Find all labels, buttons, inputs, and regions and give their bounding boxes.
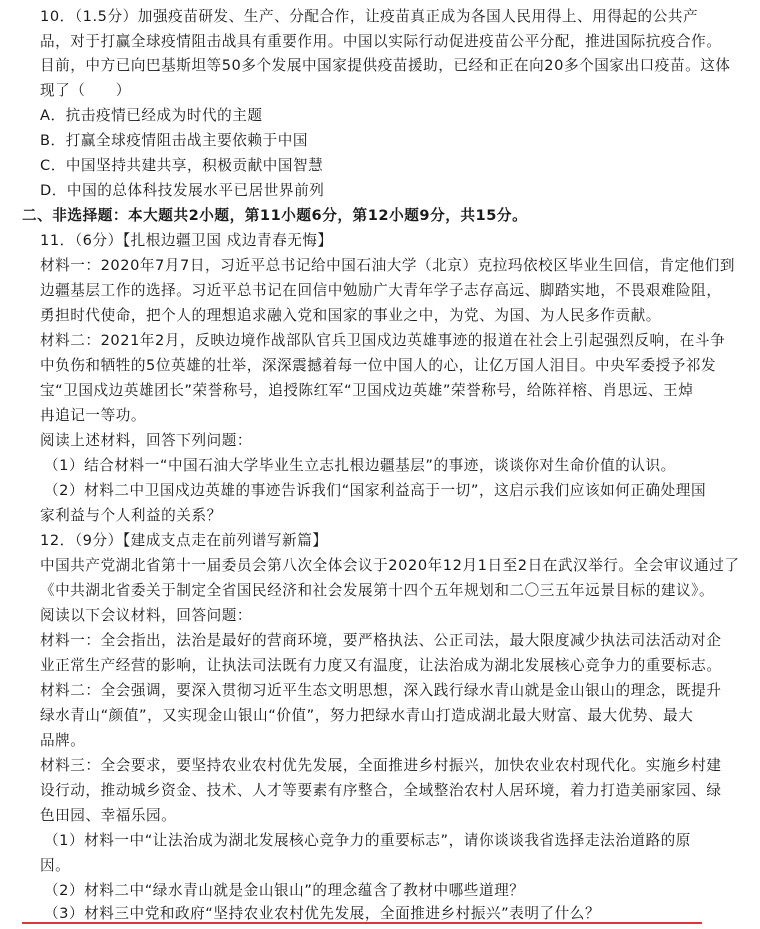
q12-material1-line-2: 业正常生产经营的影响，让执法司法既有力度又有温度，让法治成为湖北发展核心竞争力的重要标志。 — [40, 657, 722, 674]
q12-intro-line-1: 中国共产党湖北省第十一届委员会第八次全体会议于2020年12月1日至2日在武汉举行。全会审议通过了 — [40, 557, 740, 574]
q10-option-b: B．打赢全球疫情阻击战主要依赖于中国 — [40, 132, 309, 149]
q11-material2-line-2: 中负伤和牺牲的5位英雄的壮举，深深震撼着每一位中国人的心，让亿万国人泪目。中央军委授予祁发 — [40, 357, 717, 374]
q11-sub2-line-1: （2）材料二中卫国戍边英雄的事迹告诉我们“国家利益高于一切”，这启示我们应该如何正确处理国 — [44, 482, 707, 499]
q12-sub3: （3）材料三中党和政府“坚持农业农村优先发展，全面推进乡村振兴”表明了什么？ — [44, 905, 601, 922]
q11-sub1: （1）结合材料一“中国石油大学毕业生立志扎根边疆基层”的事迹，谈谈你对生命价值的认识。 — [44, 457, 676, 474]
q10-stem-line-2: 品，对于打赢全球疫情阻击战具有重要作用。中国以实际行动促进疫苗公平分配，推进国际抗疫合作。 — [40, 33, 722, 50]
q12-material2-line-1: 材料二：全会强调，要深入贯彻习近平生态文明思想，深入践行绿水青山就是金山银山的理念，既提升 — [40, 682, 722, 699]
q11-material1-line-2: 边疆基层工作的选择。习近平总书记在回信中勉励广大青年学子志存高远、脚踏实地，不畏艰难险阻， — [40, 282, 722, 299]
q11-material2-line-1: 材料二：2021年2月，反映边境作战部队官兵卫国戍边英雄事迹的报道在社会上引起强烈反响，在斗争 — [40, 332, 726, 349]
q10-stem-line-4: 现了（ ） — [40, 82, 131, 99]
q12-title: 12．（9分）【建成支点走在前列谱写新篇】 — [40, 532, 328, 549]
q12-material3-line-3: 色田园、幸福乐园。 — [40, 807, 177, 824]
q10-option-c: C．中国坚持共建共享，积极贡献中国智慧 — [40, 157, 324, 174]
q11-instruction: 阅读上述材料，回答下列问题： — [40, 432, 253, 449]
q11-material2-line-3: 宝“卫国戍边英雄团长”荣誉称号，追授陈红军“卫国戍边英雄”荣誉称号，给陈祥榕、肖思远、王焯 — [40, 382, 694, 399]
q11-sub2-line-2: 家利益与个人利益的关系？ — [40, 507, 222, 524]
q12-material1-line-1: 材料一：全会指出，法治是最好的营商环境，要严格执法、公正司法，最大限度减少执法司法活动对企 — [40, 632, 722, 649]
q10-stem-line-3: 目前，中方已向巴基斯坦等50多个发展中国家提供疫苗援助，已经和正在向20多个国家出口疫苗。这体 — [40, 57, 731, 74]
q12-material2-line-3: 品牌。 — [40, 732, 86, 749]
q12-sub2: （2）材料二中“绿水青山就是金山银山”的理念蕴含了教材中哪些道理？ — [44, 882, 525, 899]
q12-material3-line-2: 设行动，推动城乡资金、技术、人才等要素有序整合，全域整治农村人居环境，着力打造美丽家园、绿 — [40, 782, 722, 799]
q11-title: 11．（6分）【扎根边疆卫国 戍边青春无悔】 — [40, 232, 333, 249]
q12-material3-line-1: 材料三：全会要求，要坚持农业农村优先发展，全面推进乡村振兴，加快农业农村现代化。实施乡村建 — [40, 757, 722, 774]
q12-intro-line-2: 《中共湖北省委关于制定全省国民经济和社会发展第十四个五年规划和二〇三五年远景目标的建议》。 — [40, 582, 715, 599]
q10-stem-line-1: 10．（1.5分）加强疫苗研发、生产、分配合作，让疫苗真正成为各国人民用得上、用得起的公共产 — [40, 8, 699, 25]
q10-option-a: A．抗击疫情已经成为时代的主题 — [40, 107, 263, 124]
red-divider-line — [22, 922, 702, 924]
section-heading: 二、非选择题：本大题共2小题，第11小题6分，第12小题9分，共15分。 — [22, 207, 528, 224]
q11-material1-line-3: 勇担时代使命，把个人的理想追求融入党和国家的事业之中，为党、为国、为人民多作贡献。 — [40, 307, 661, 324]
q12-material2-line-2: 绿水青山“颜值”，又实现金山银山“价值”，努力把绿水青山打造成湖北最大财富、最大优势、最大 — [40, 707, 694, 724]
q11-material2-line-4: 冉追记一等功。 — [40, 407, 147, 424]
q12-sub1-line-2: 因。 — [40, 857, 71, 874]
q12-instruction: 阅读以下会议材料，回答问题： — [40, 607, 253, 624]
q11-material1-line-1: 材料一：2020年7月7日，习近平总书记给中国石油大学（北京）克拉玛依校区毕业生回信，肯定他们到 — [40, 257, 736, 274]
q12-sub1-line-1: （1）材料一中“让法治成为湖北发展核心竞争力的重要标志”，请你谈谈我省选择走法治道路的原 — [44, 832, 691, 849]
q10-option-d: D．中国的总体科技发展水平已居世界前列 — [40, 182, 325, 199]
